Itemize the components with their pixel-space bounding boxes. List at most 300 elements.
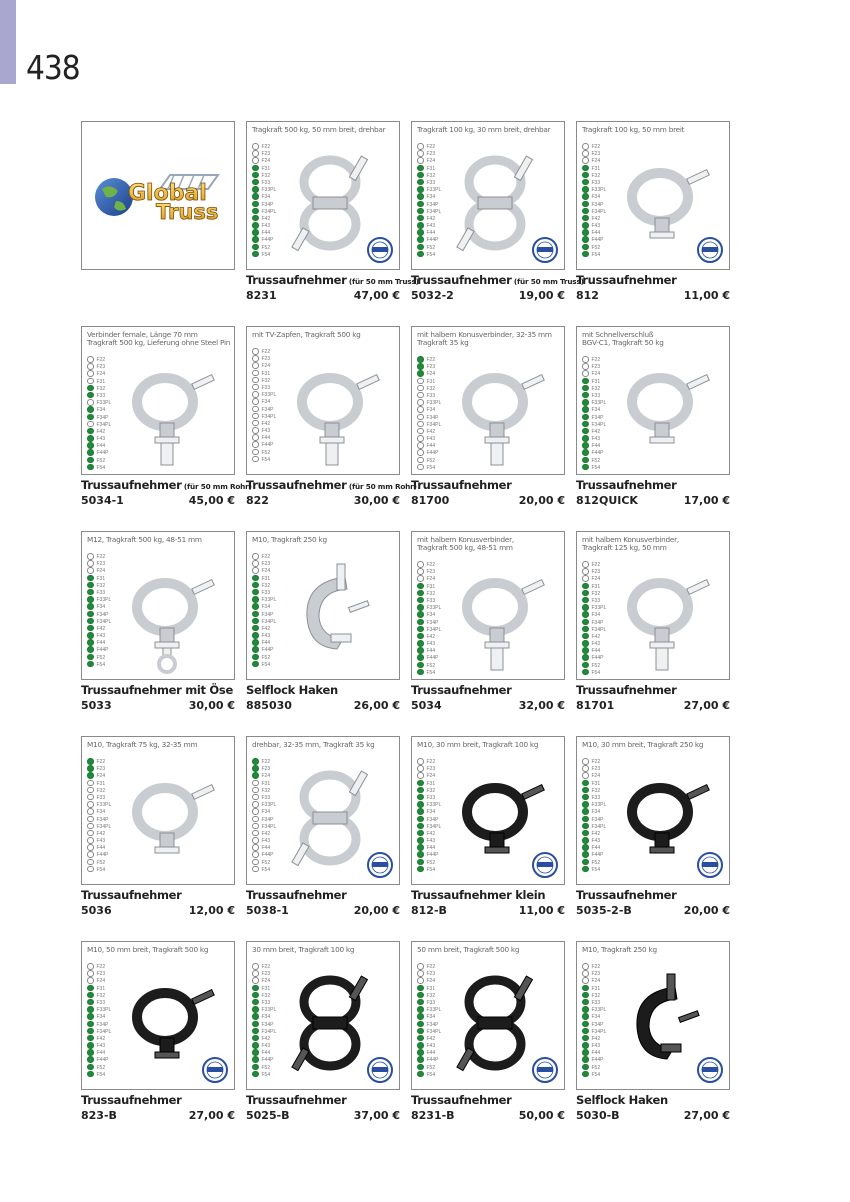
compatible-dot-icon [417, 172, 424, 179]
truss-type-label: F54 [426, 251, 436, 258]
incompatible-dot-icon [417, 970, 424, 977]
product-price: 12,00 € [188, 904, 235, 917]
truss-type-label: F32 [261, 787, 271, 794]
truss-type-label: F44P [426, 655, 439, 662]
truss-type-label: F33PL [426, 187, 442, 194]
compatible-dot-icon [87, 625, 94, 632]
compatible-dot-icon [417, 626, 424, 633]
truss-type-label: F24 [261, 568, 271, 575]
truss-compatibility-legend [417, 144, 441, 259]
truss-type-label: F42 [261, 1035, 271, 1042]
compatibility-row [252, 867, 276, 874]
product-name: Trussaufnehmer [246, 1093, 347, 1107]
compatible-dot-icon [582, 215, 589, 222]
incompatible-dot-icon [582, 370, 589, 377]
incompatible-dot-icon [417, 449, 424, 456]
truss-type-label: F44P [591, 237, 604, 244]
compatible-dot-icon [252, 985, 259, 992]
truss-type-label: F33PL [261, 392, 277, 399]
truss-type-label: F42 [591, 215, 601, 222]
compatibility-row [417, 1072, 441, 1079]
truss-type-label: F34 [426, 194, 436, 201]
truss-type-label: F54 [426, 464, 436, 471]
compatible-dot-icon [87, 1071, 94, 1078]
compatible-dot-icon [417, 1049, 424, 1056]
compatible-dot-icon [582, 1006, 589, 1013]
incompatible-dot-icon [252, 370, 259, 377]
compatible-dot-icon [87, 611, 94, 618]
truss-type-label: F34PL [426, 626, 442, 633]
truss-type-label: F42 [426, 633, 436, 640]
truss-type-label: F33 [261, 385, 271, 392]
truss-type-label: F33 [591, 1000, 601, 1007]
compatible-dot-icon [417, 165, 424, 172]
truss-type-label: F52 [591, 457, 601, 464]
product-code: 5038-1 [246, 904, 289, 917]
compatible-dot-icon [582, 449, 589, 456]
truss-compatibility-legend [252, 554, 276, 669]
compatible-dot-icon [252, 661, 259, 668]
compatible-dot-icon [87, 1021, 94, 1028]
truss-type-label: F24 [261, 978, 271, 985]
truss-compatibility-legend [417, 964, 441, 1079]
global-truss-logo [92, 167, 226, 227]
incompatible-dot-icon [87, 823, 94, 830]
compatible-dot-icon [582, 222, 589, 229]
truss-type-label: F34PL [426, 823, 442, 830]
incompatible-dot-icon [87, 837, 94, 844]
incompatible-dot-icon [252, 398, 259, 405]
incompatible-dot-icon [417, 772, 424, 779]
compatibility-row [582, 670, 606, 677]
compatible-dot-icon [582, 236, 589, 243]
truss-type-label: F52 [591, 662, 601, 669]
compatible-dot-icon [582, 457, 589, 464]
truss-clamp-image [605, 552, 723, 674]
truss-type-label: F31 [426, 583, 436, 590]
compatible-dot-icon [252, 611, 259, 618]
truss-type-label: F44 [261, 230, 271, 237]
truss-type-label: F34 [96, 809, 106, 816]
compatible-dot-icon [417, 633, 424, 640]
product-image-box [81, 531, 235, 680]
truss-type-label: F24 [591, 576, 601, 583]
truss-type-label: F42 [426, 1035, 436, 1042]
truss-type-label: F52 [591, 244, 601, 251]
truss-type-label: F24 [591, 158, 601, 165]
truss-type-label: F33 [96, 1000, 106, 1007]
incompatible-dot-icon [252, 963, 259, 970]
truss-type-label: F34 [96, 1014, 106, 1021]
truss-type-label: F43 [261, 838, 271, 845]
truss-type-label: F42 [591, 428, 601, 435]
incompatible-dot-icon [252, 866, 259, 873]
truss-type-label: F22 [426, 357, 436, 364]
product-code: 5035-2-B [576, 904, 632, 917]
compatible-dot-icon [417, 866, 424, 873]
incompatible-dot-icon [417, 758, 424, 765]
product-name-note: (für 50 mm Truss) [346, 277, 419, 286]
truss-type-label: F24 [261, 158, 271, 165]
truss-type-label: F32 [261, 992, 271, 999]
truss-compatibility-legend [252, 759, 276, 874]
truss-type-label: F34 [261, 604, 271, 611]
compatible-dot-icon [87, 464, 94, 471]
truss-type-label: F42 [261, 830, 271, 837]
compatible-dot-icon [582, 787, 589, 794]
truss-type-label: F52 [426, 662, 436, 669]
product-name: Trussaufnehmer [576, 888, 677, 902]
truss-type-label: F34P [261, 1021, 274, 1028]
truss-type-label: F32 [591, 385, 601, 392]
truss-type-label: F34PL [96, 618, 112, 625]
truss-compatibility-legend [87, 759, 111, 874]
compatible-dot-icon [582, 428, 589, 435]
product-description: M10, Tragkraft 250 kg [252, 535, 327, 544]
compatible-dot-icon [252, 1042, 259, 1049]
compatible-dot-icon [582, 844, 589, 851]
compatible-dot-icon [252, 765, 259, 772]
compatible-dot-icon [252, 618, 259, 625]
product-image-box [576, 941, 730, 1090]
truss-compatibility-legend [87, 554, 111, 669]
truss-type-label: F44 [426, 1050, 436, 1057]
compatible-dot-icon [582, 1013, 589, 1020]
truss-clamp-image [110, 552, 228, 674]
compatible-dot-icon [417, 356, 424, 363]
compatible-dot-icon [417, 583, 424, 590]
compatible-dot-icon [417, 1021, 424, 1028]
truss-type-label: F34P [96, 611, 109, 618]
truss-type-label: F44 [426, 230, 436, 237]
truss-type-label: F31 [96, 780, 106, 787]
compatible-dot-icon [252, 992, 259, 999]
product-price: 17,00 € [683, 494, 730, 507]
compatible-dot-icon [582, 985, 589, 992]
truss-type-label: F42 [591, 830, 601, 837]
truss-type-label: F33 [426, 598, 436, 605]
product-name: Trussaufnehmer (für 50 mm Truss) [246, 273, 419, 287]
truss-type-label: F43 [96, 1043, 106, 1050]
incompatible-dot-icon [252, 780, 259, 787]
incompatible-dot-icon [252, 808, 259, 815]
truss-type-label: F34PL [591, 626, 607, 633]
compatible-dot-icon [417, 823, 424, 830]
incompatible-dot-icon [582, 157, 589, 164]
truss-type-label: F33PL [261, 802, 277, 809]
compatible-dot-icon [252, 1035, 259, 1042]
truss-type-label: F24 [426, 371, 436, 378]
product-name: Trussaufnehmer [411, 683, 512, 697]
truss-type-label: F22 [96, 759, 106, 766]
product-name: Selflock Haken [576, 1093, 668, 1107]
incompatible-dot-icon [252, 377, 259, 384]
logo-word-truss: Truss [156, 200, 219, 224]
truss-type-label: F34PL [261, 618, 277, 625]
truss-type-label: F44 [261, 1050, 271, 1057]
compatible-dot-icon [582, 1042, 589, 1049]
product-image-box [576, 326, 730, 475]
truss-type-label: F24 [591, 773, 601, 780]
incompatible-dot-icon [417, 421, 424, 428]
compatible-dot-icon [417, 654, 424, 661]
incompatible-dot-icon [87, 977, 94, 984]
incompatible-dot-icon [417, 765, 424, 772]
product-image-box [411, 531, 565, 680]
truss-type-label: F33PL [96, 400, 112, 407]
product-price: 20,00 € [683, 904, 730, 917]
compatibility-row [582, 1072, 606, 1079]
product-code: 81701 [576, 699, 615, 712]
truss-type-label: F54 [591, 1071, 601, 1078]
compatible-dot-icon [582, 1028, 589, 1035]
compatible-dot-icon [582, 780, 589, 787]
truss-type-label: F34P [591, 414, 604, 421]
product-description: M10, Tragkraft 75 kg, 32-35 mm [87, 740, 198, 749]
truss-type-label: F33 [261, 180, 271, 187]
product-price: 37,00 € [353, 1109, 400, 1122]
compatible-dot-icon [582, 654, 589, 661]
compatible-dot-icon [87, 392, 94, 399]
incompatible-dot-icon [417, 575, 424, 582]
compatible-dot-icon [417, 787, 424, 794]
truss-type-label: F54 [426, 866, 436, 873]
compatible-dot-icon [582, 866, 589, 873]
product-name: Trussaufnehmer [81, 1093, 182, 1107]
incompatible-dot-icon [582, 977, 589, 984]
compatible-dot-icon [582, 662, 589, 669]
truss-type-label: F44P [261, 442, 274, 449]
incompatible-dot-icon [87, 830, 94, 837]
incompatible-dot-icon [252, 420, 259, 427]
truss-type-label: F33PL [591, 1007, 607, 1014]
truss-type-label: F34PL [96, 1028, 112, 1035]
truss-type-label: F33PL [261, 1007, 277, 1014]
compatible-dot-icon [87, 589, 94, 596]
incompatible-dot-icon [417, 442, 424, 449]
truss-type-label: F44P [96, 450, 109, 457]
product-image-box [81, 326, 235, 475]
truss-type-label: F23 [426, 151, 436, 158]
truss-type-label: F54 [591, 464, 601, 471]
truss-type-label: F54 [96, 661, 106, 668]
truss-type-label: F42 [96, 428, 106, 435]
truss-type-label: F34 [591, 407, 601, 414]
truss-type-label: F34P [591, 201, 604, 208]
incompatible-dot-icon [87, 787, 94, 794]
compatible-dot-icon [417, 1042, 424, 1049]
truss-type-label: F31 [426, 780, 436, 787]
compatible-dot-icon [87, 765, 94, 772]
compatible-dot-icon [87, 985, 94, 992]
truss-type-label: F34PL [591, 1028, 607, 1035]
compatible-dot-icon [417, 801, 424, 808]
truss-type-label: F33PL [96, 597, 112, 604]
truss-type-label: F34 [96, 407, 106, 414]
truss-type-label: F31 [591, 378, 601, 385]
compatible-dot-icon [87, 618, 94, 625]
truss-type-label: F44 [591, 443, 601, 450]
truss-type-label: F31 [96, 378, 106, 385]
compatible-dot-icon [582, 830, 589, 837]
compatible-dot-icon [252, 222, 259, 229]
truss-type-label: F22 [96, 357, 106, 364]
incompatible-dot-icon [252, 787, 259, 794]
compatible-dot-icon [87, 428, 94, 435]
truss-type-label: F54 [96, 464, 106, 471]
truss-type-label: F34 [96, 604, 106, 611]
truss-type-label: F34 [591, 1014, 601, 1021]
product-image-box [81, 941, 235, 1090]
product-description: M10, 50 mm breit, Tragkraft 500 kg [87, 945, 209, 954]
truss-type-label: F22 [426, 759, 436, 766]
truss-type-label: F54 [426, 669, 436, 676]
truss-type-label: F22 [591, 964, 601, 971]
truss-compatibility-legend [87, 964, 111, 1079]
truss-type-label: F54 [96, 1071, 106, 1078]
product-image-box [411, 736, 565, 885]
truss-type-label: F23 [426, 569, 436, 576]
truss-type-label: F34PL [591, 823, 607, 830]
incompatible-dot-icon [87, 851, 94, 858]
compatible-dot-icon [252, 165, 259, 172]
truss-type-label: F44P [591, 1057, 604, 1064]
truss-clamp-image [605, 347, 723, 469]
incompatible-dot-icon [252, 348, 259, 355]
truss-type-label: F34P [426, 414, 439, 421]
truss-type-label: F23 [261, 766, 271, 773]
incompatible-dot-icon [252, 413, 259, 420]
truss-type-label: F44 [261, 640, 271, 647]
truss-type-label: F43 [261, 633, 271, 640]
truss-type-label: F34PL [96, 421, 112, 428]
truss-compatibility-legend [582, 357, 606, 472]
truss-type-label: F34PL [96, 823, 112, 830]
truss-type-label: F24 [96, 773, 106, 780]
compatible-dot-icon [252, 172, 259, 179]
truss-type-label: F43 [426, 223, 436, 230]
product-price: 27,00 € [683, 699, 730, 712]
incompatible-dot-icon [582, 561, 589, 568]
compatible-dot-icon [582, 669, 589, 676]
compatible-dot-icon [582, 647, 589, 654]
truss-type-label: F44P [261, 852, 274, 859]
compatible-dot-icon [417, 844, 424, 851]
truss-type-label: F32 [261, 377, 271, 384]
compatible-dot-icon [417, 370, 424, 377]
product-name: Trussaufnehmer [411, 1093, 512, 1107]
compatibility-row [87, 465, 111, 472]
product-name: Trussaufnehmer [411, 478, 512, 492]
compatible-dot-icon [417, 179, 424, 186]
compatible-dot-icon [417, 780, 424, 787]
truss-type-label: F33PL [96, 1007, 112, 1014]
truss-type-label: F33 [426, 795, 436, 802]
compatible-dot-icon [417, 1013, 424, 1020]
compatible-dot-icon [87, 661, 94, 668]
compatible-dot-icon [87, 772, 94, 779]
incompatible-dot-icon [87, 859, 94, 866]
compatible-dot-icon [582, 604, 589, 611]
compatibility-row [417, 867, 441, 874]
compatibility-row [252, 457, 276, 464]
compatible-dot-icon [87, 435, 94, 442]
truss-type-label: F44 [591, 845, 601, 852]
compatible-dot-icon [417, 604, 424, 611]
product-image-box [576, 121, 730, 270]
truss-type-label: F52 [426, 859, 436, 866]
compatible-dot-icon [252, 236, 259, 243]
compatible-dot-icon [582, 590, 589, 597]
compatible-dot-icon [417, 851, 424, 858]
compatible-dot-icon [417, 244, 424, 251]
product-description: 50 mm breit, Tragkraft 500 kg [417, 945, 520, 954]
truss-type-label: F24 [426, 576, 436, 583]
compatible-dot-icon [582, 244, 589, 251]
truss-type-label: F44P [426, 852, 439, 859]
product-code: 812 [576, 289, 599, 302]
truss-compatibility-legend [87, 357, 111, 472]
incompatible-dot-icon [252, 567, 259, 574]
truss-type-label: F42 [591, 1035, 601, 1042]
truss-type-label: F44 [426, 845, 436, 852]
certification-seal-icon [367, 852, 393, 878]
truss-type-label: F32 [426, 172, 436, 179]
incompatible-dot-icon [582, 758, 589, 765]
truss-type-label: F43 [261, 428, 271, 435]
product-price: 27,00 € [683, 1109, 730, 1122]
truss-clamp-image [440, 552, 558, 674]
compatible-dot-icon [87, 1064, 94, 1071]
truss-type-label: F43 [426, 1043, 436, 1050]
compatible-dot-icon [582, 794, 589, 801]
truss-type-label: F32 [96, 385, 106, 392]
truss-type-label: F42 [96, 1035, 106, 1042]
truss-type-label: F23 [591, 569, 601, 576]
certification-seal-icon [367, 1057, 393, 1083]
compatible-dot-icon [252, 603, 259, 610]
product-code: 8231-B [411, 1109, 455, 1122]
compatible-dot-icon [417, 830, 424, 837]
compatible-dot-icon [417, 186, 424, 193]
compatible-dot-icon [87, 1006, 94, 1013]
product-price: 50,00 € [518, 1109, 565, 1122]
truss-type-label: F34P [591, 816, 604, 823]
compatibility-row [87, 662, 111, 669]
product-name: Trussaufnehmer (für 50 mm Rohr) [81, 478, 252, 492]
truss-type-label: F34P [426, 201, 439, 208]
logo-word-global: Global [128, 181, 207, 206]
product-description: Tragkraft 100 kg, 30 mm breit, drehbar [417, 125, 551, 134]
incompatible-dot-icon [87, 780, 94, 787]
truss-type-label: F33PL [591, 187, 607, 194]
truss-compatibility-legend [582, 562, 606, 677]
truss-type-label: F31 [261, 370, 271, 377]
product-price: 20,00 € [353, 904, 400, 917]
compatible-dot-icon [87, 442, 94, 449]
compatible-dot-icon [252, 1056, 259, 1063]
truss-type-label: F23 [96, 971, 106, 978]
product-name: Trussaufnehmer [576, 683, 677, 697]
truss-type-label: F23 [591, 151, 601, 158]
incompatible-dot-icon [417, 561, 424, 568]
compatibility-row [417, 465, 441, 472]
truss-type-label: F52 [96, 1064, 106, 1071]
truss-type-label: F34P [96, 816, 109, 823]
product-description: drehbar, 32-35 mm, Tragkraft 35 kg [252, 740, 375, 749]
truss-type-label: F31 [96, 575, 106, 582]
truss-type-label: F34P [426, 1021, 439, 1028]
